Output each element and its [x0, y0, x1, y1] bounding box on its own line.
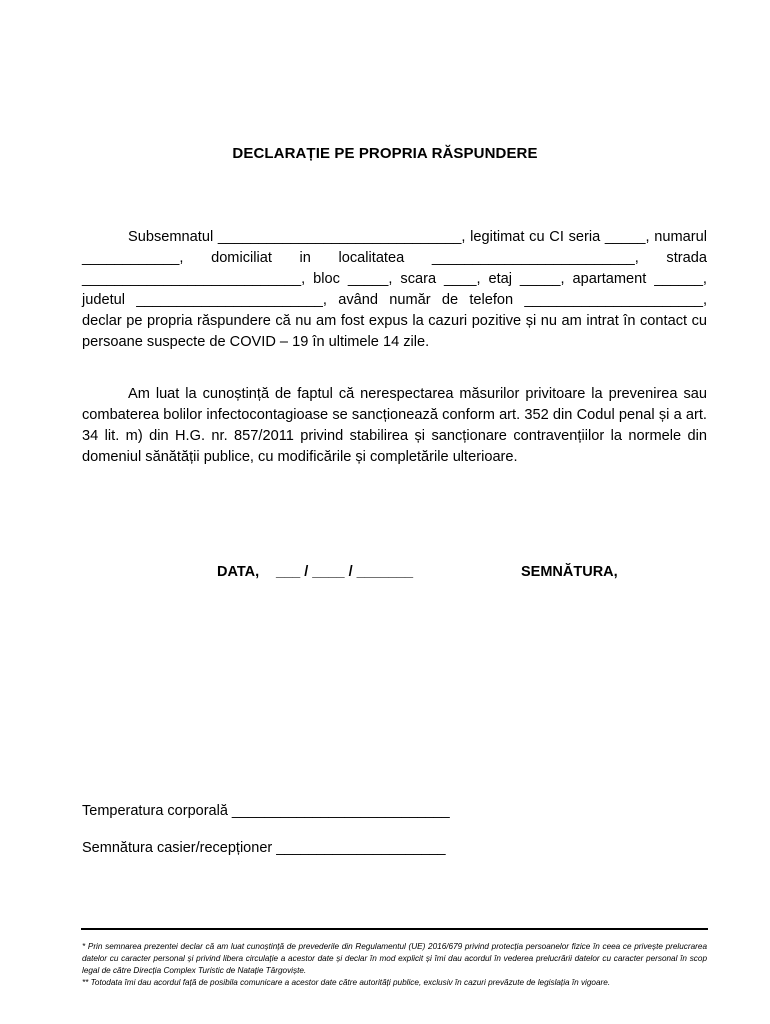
footnotes: [82, 941, 707, 989]
footnote-authorities: ** Totodata îmi dau acordul față de posibila comunicare a acestor date către autorități publice, exclusiv în cazuri prevăzute de legislația în vigoare.: [82, 978, 611, 987]
date-field: ___ / ____ / _______: [276, 564, 414, 580]
legal-notice-paragraph: [82, 384, 707, 468]
footnote-divider: [81, 928, 708, 930]
temperature-line: Temperatura corporală ___________________________: [82, 803, 450, 819]
footnote-gdpr: * Prin semnarea prezentei declar că am luat cunoștință de prevederile din Regulamentul (UE) 2016/679 privind protecția persoanelor fizice în ceea ce privește prelucrarea datelor cu caracter personal și privind libera circulație a acestor date și declar în mod explicit și îmi dau acordul în vederea prelucrării datelor cu caracter personal în scop legal de către Direcția Complex Turistic de Natație Târgoviște.: [82, 942, 707, 975]
document-title: DECLARAȚIE PE PROPRIA RĂSPUNDERE: [232, 145, 538, 162]
cashier-signature-line: Semnătura casier/recepționer _____________________: [82, 840, 446, 856]
legal-notice-text: Am luat la cunoștință de faptul că nerespectarea măsurilor privitoare la prevenirea sau combaterea bolilor infectocontagioase se sancționează conform art. 352 din Codul penal și a art. 34 lit. m) din H.G. nr. 857/2011 privind stabilirea și sancționare contravențiilor la normele din domeniul sănătății publice, cu modificările și completările ulterioare.: [82, 386, 707, 465]
declaration-paragraph: [82, 227, 707, 353]
declaration-text: Subsemnatul ______________________________, legitimat cu CI seria _____, numarul ____________, domiciliat in localitatea _________________________, strada ___________________________, bloc _____, scara ____, etaj _____, apartament ______, judetul _______________________, având număr de telefon ______________________, declar pe propria răspundere că nu am fost expus la cazuri pozitive și nu am intrat în contact cu persoane suspecte de COVID – 19 în ultimele 14 zile.: [82, 229, 707, 350]
date-label: DATA,: [217, 564, 260, 580]
signature-label: SEMNĂTURA,: [521, 564, 618, 580]
